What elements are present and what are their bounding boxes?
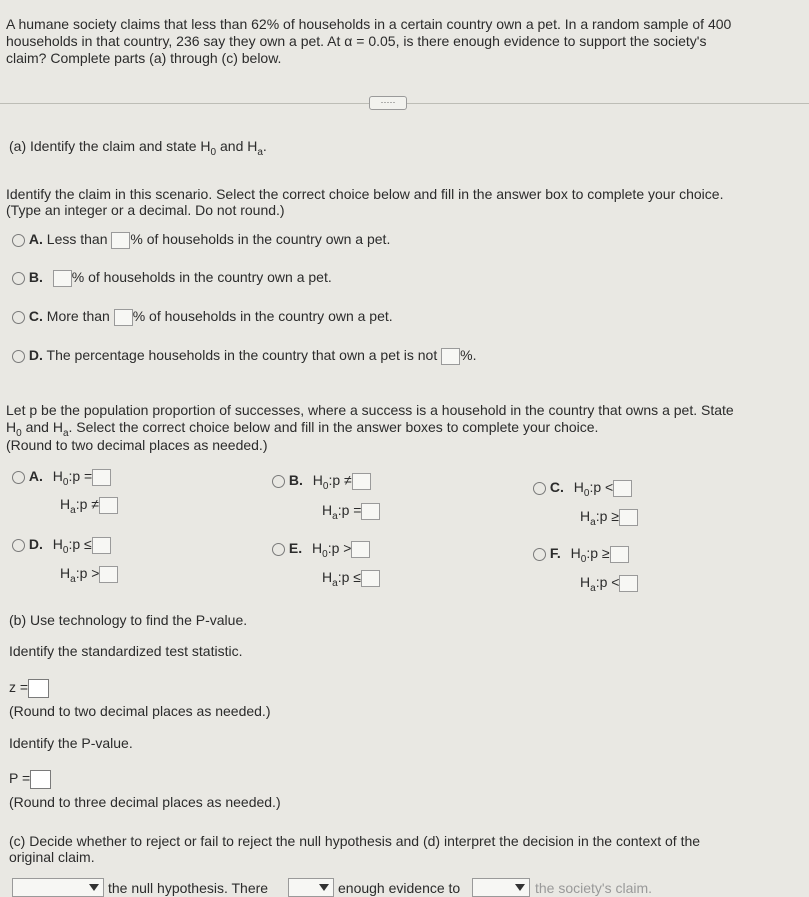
hyp-a-ha-input[interactable] [99, 497, 118, 514]
hyp-d-h0-input[interactable] [92, 537, 111, 554]
radio-d[interactable] [12, 350, 25, 363]
dropdown3-text: the society's claim. [535, 880, 653, 896]
hyp-instruction-1: Let p be the population proportion of successes, where a success is a household in the country that owns a pet. State [6, 402, 734, 418]
hyp-option-c-ha: $H_a:p$ ≥ [580, 508, 638, 531]
z-round-note: (Round to two decimal places as needed.) [9, 703, 271, 719]
hyp-radio-b[interactable] [272, 475, 285, 488]
hyp-f-h0-input[interactable] [610, 546, 629, 563]
z-instruction: Identify the standardized test statistic. [9, 643, 243, 659]
hyp-f-ha-input[interactable] [619, 575, 638, 592]
decision-dropdown[interactable] [12, 878, 104, 897]
problem-line-2: households in that country, 236 say they own a pet. At α = 0.05, is there enough evidence to support the society's [6, 33, 707, 49]
p-instruction: Identify the P-value. [9, 735, 133, 751]
claim-option-a[interactable]: A. Less than % of households in the country own a pet. [12, 231, 390, 249]
hyp-a-h0-input[interactable] [92, 469, 111, 486]
problem-line-1: A humane society claims that less than 62% of households in a certain country own a pet. In a random sample of 400 [6, 16, 732, 32]
p-label: P = [9, 770, 31, 787]
hyp-option-b[interactable]: B. $H_0:p$ ≠ [272, 472, 371, 495]
z-answer [9, 679, 49, 698]
hyp-option-a[interactable]: A. $H_0:p$ = [12, 468, 111, 491]
hyp-option-f[interactable]: F. $H_0:p$ ≥ [533, 545, 629, 568]
claim-c-input[interactable] [114, 309, 133, 326]
radio-c[interactable] [12, 311, 25, 324]
hyp-radio-c[interactable] [533, 482, 546, 495]
dropdown2-text: enough evidence to [338, 880, 461, 896]
z-label: z = [9, 679, 29, 696]
hyp-instruction-2: $H_0$ and $H_a$. Select the correct choice below and fill in the answer boxes to complete your choice. [6, 419, 599, 439]
radio-b[interactable] [12, 272, 25, 285]
hyp-option-e[interactable]: E. $H_0:p$ > [272, 540, 370, 563]
p-answer [9, 770, 51, 789]
p-input[interactable] [30, 770, 51, 789]
hyp-instruction-3: (Round to two decimal places as needed.) [6, 437, 268, 453]
hyp-radio-f[interactable] [533, 548, 546, 561]
hyp-radio-e[interactable] [272, 543, 285, 556]
part-c-line-1: (c) Decide whether to reject or fail to reject the null hypothesis and (d) interpret the decision in the context of the [9, 833, 701, 849]
claim-option-c[interactable]: C. More than % of households in the country own a pet. [12, 308, 393, 326]
chevron-down-icon [319, 884, 329, 891]
z-input[interactable] [28, 679, 49, 698]
hyp-option-a-ha: $H_a:p$ ≠ [60, 496, 118, 519]
claim-option-b[interactable]: B. % of households in the country own a pet. [12, 269, 332, 287]
radio-a[interactable] [12, 234, 25, 247]
hyp-b-h0-input[interactable] [352, 473, 371, 490]
hyp-option-f-ha: $H_a:p$ < [580, 574, 638, 597]
evidence-dropdown[interactable] [288, 878, 334, 897]
hyp-option-d-ha: $H_a:p$ > [60, 565, 118, 588]
claim-instruction-note: (Type an integer or a decimal. Do not round.) [6, 202, 285, 218]
claim-a-input[interactable] [111, 232, 130, 249]
problem-line-3: claim? Complete parts (a) through (c) below. [6, 50, 282, 66]
p-round-note: (Round to three decimal places as needed.) [9, 794, 281, 810]
hyp-e-ha-input[interactable] [361, 570, 380, 587]
hyp-option-d[interactable]: D. $H_0:p$ ≤ [12, 536, 111, 559]
hyp-b-ha-input[interactable] [361, 503, 380, 520]
chevron-down-icon [515, 884, 525, 891]
hyp-radio-a[interactable] [12, 471, 25, 484]
hyp-option-b-ha: $H_a:p$ = [322, 502, 380, 525]
claim-b-input[interactable] [53, 270, 72, 287]
claim-d-input[interactable] [441, 348, 460, 365]
hyp-radio-d[interactable] [12, 539, 25, 552]
support-dropdown[interactable] [472, 878, 530, 897]
chevron-down-icon [89, 884, 99, 891]
hyp-d-ha-input[interactable] [99, 566, 118, 583]
hyp-c-ha-input[interactable] [619, 509, 638, 526]
hyp-c-h0-input[interactable] [613, 480, 632, 497]
claim-instruction: Identify the claim in this scenario. Select the correct choice below and fill in the answer box to complete your choice. [6, 186, 724, 202]
part-c-line-2: original claim. [9, 849, 95, 865]
hyp-option-c[interactable]: C. $H_0:p$ < [533, 479, 632, 502]
hyp-e-h0-input[interactable] [351, 541, 370, 558]
dropdown1-text: the null hypothesis. There [108, 880, 269, 896]
hyp-option-e-ha: $H_a:p$ ≤ [322, 569, 380, 592]
expand-toggle[interactable]: ····· [369, 96, 407, 110]
claim-option-d[interactable]: D. The percentage households in the country that own a pet is not %. [12, 347, 476, 365]
part-a-heading: (a) Identify the claim and state $H_0$ and $H_a$. [9, 138, 267, 158]
part-b-heading: (b) Use technology to find the P-value. [9, 612, 248, 628]
